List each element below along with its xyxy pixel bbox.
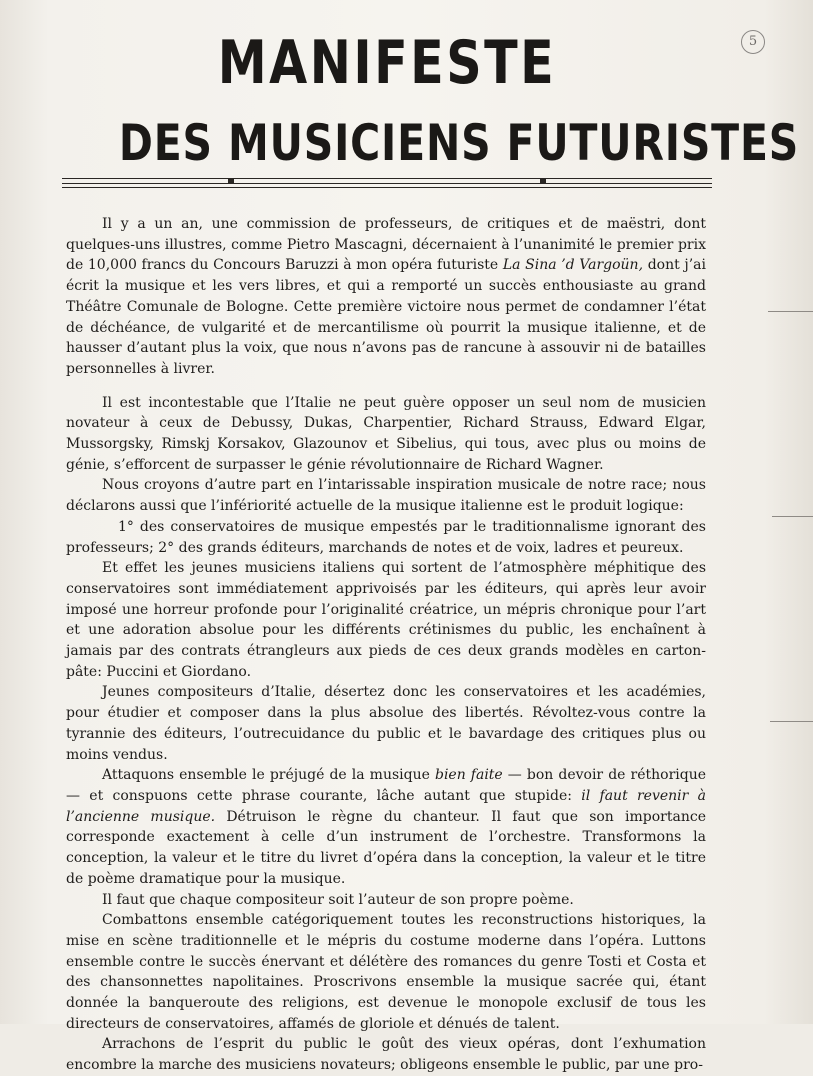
- title-rule-bottom: [62, 187, 712, 188]
- manifesto-paragraph: [66, 393, 706, 476]
- rule-ornament-left: [228, 178, 234, 184]
- title-rule-middle: [62, 183, 712, 184]
- paragraph-text: Détruison le règne du chanteur. Il faut que son importance corresponde exactement à celle d’un instrument de l’orchestre. Transformons la conception, la valeur et le titre du livret d’opéra dans la conception, la valeur et le titre de poème dramatique pour la musique.: [66, 808, 706, 887]
- paragraph-text: Arrachons de l’esprit du public le goût des vieux opéras, dont l’exhumation encombre la marche des musiciens novateurs; obligeons ensemble le public, par une pro-: [66, 1036, 706, 1074]
- paragraph-text: Nous croyons d’autre part en l’intarissable inspiration musicale de notre race; nous déclarons aussi que l’infériorité actuelle de la musique italienne est le produit logique:: [66, 477, 706, 515]
- manifesto-paragraph: [66, 682, 706, 765]
- italic-text: bien faite: [434, 767, 503, 784]
- margin-mark: [772, 516, 813, 517]
- manifesto-paragraph: [66, 765, 706, 889]
- paragraph-text: dont j’ai écrit la musique et les vers libres, et qui a remporté un succès enthousiaste au grand Théâtre Comunale de Bologne. Cette première victoire nous permet de condamner l’état de déchéance, de vulgarité et de mercantilisme où pourrit la musique italienne, et de hausser d’autant plus la voix, que nous n’avons pas de rancune à assouvir ni de batailles personnelles à livrer.: [66, 257, 706, 377]
- manifesto-paragraph: [66, 890, 706, 911]
- manifesto-paragraph: [66, 214, 706, 380]
- italic-text: La Sina ’d Vargoün,: [502, 257, 644, 274]
- manifesto-paragraph: [66, 1034, 706, 1075]
- paragraph-text: Jeunes compositeurs d’Italie, désertez donc les conservatoires et les académies, pour étudier et composer dans la plus absolue des libertés. Révoltez-vous contre la tyrannie des éditeurs, l’outrecuidance du public et le bavardage des critiques plus ou moins vendus.: [66, 684, 706, 763]
- paragraph-text: Il y a un an, une commission de professeurs, de critiques et de maëstri, dont quelques-uns illustres, comme Pietro Mascagni, décernaient à l’unanimité le premier prix de 10,000 francs du Concours Baruzzi à mon opéra futuriste: [66, 216, 706, 274]
- margin-mark: [768, 311, 813, 312]
- paragraph-text: 1° des conservatoires de musique empestés par le traditionnalisme ignorant des professeurs; 2° des grands éditeurs, marchands de notes et de voix, ladres et peureux.: [66, 518, 706, 556]
- paragraph-text: — bon devoir de réthorique — et conspuons cette phrase courante, lâche autant que stupide:: [66, 767, 707, 804]
- margin-mark: [770, 721, 813, 722]
- paragraph-text: Il faut que chaque compositeur soit l’auteur de son propre poème.: [102, 891, 574, 908]
- title-musiciens-futuristes: DES MUSICIENS FUTURISTES: [118, 114, 800, 172]
- rule-ornament-right: [540, 178, 546, 184]
- manifesto-paragraph: [66, 475, 706, 516]
- page-number: 5: [741, 30, 765, 54]
- title-rule-top: [62, 178, 712, 179]
- paragraph-text: Attaquons ensemble le préjugé de la musique: [102, 767, 435, 784]
- italic-text: il faut revenir à l’ancienne musique.: [66, 787, 706, 825]
- paragraph-text: Il est incontestable que l’Italie ne peut guère opposer un seul nom de musicien novateur à ceux de Debussy, Dukas, Charpentier, Richard Strauss, Edward Elgar, Mussorgsky, Rimskj Korsakov, Glazounov et Sibelius, qui tous, avec plus ou moins de génie, s’efforcent de surpasser le génie révolutionnaire de Richard Wagner.: [66, 394, 706, 473]
- manifesto-paragraph: [66, 558, 706, 682]
- title-manifeste: MANIFESTE: [217, 28, 557, 98]
- manifesto-paragraph: [66, 910, 706, 1034]
- manifesto-body: [66, 214, 706, 1076]
- paragraph-text: Et effet les jeunes musiciens italiens qui sortent de l’atmosphère méphitique des conservatoires sont immédiatement apprivoisés par les éditeurs, qui après leur avoir imposé une horreur profonde pour l’originalité créatrice, un mépris chronique pour l’art et une adoration absolue pour les différents crétinismes du public, les enchaînent à jamais par des contrats étrangleurs aux pieds de ces deux grands modèles en carton-pâte: Puccini et Giordano.: [66, 560, 706, 680]
- manifesto-paragraph: [66, 517, 706, 558]
- paragraph-text: Combattons ensemble catégoriquement toutes les reconstructions historiques, la mise en scène traditionnelle et le mépris du costume moderne dans l’opéra. Luttons ensemble contre le succès énervant et délétère des romances du genre Tosti et Costa et des chansonnettes napolitaines. Proscrivons ensemble la musique sacrée qui, étant donnée la banqueroute des religions, est devenue le monopole exclusif de tous les directeurs de conservatoires, affamés de gloriole et dénués de talent.: [66, 912, 706, 1032]
